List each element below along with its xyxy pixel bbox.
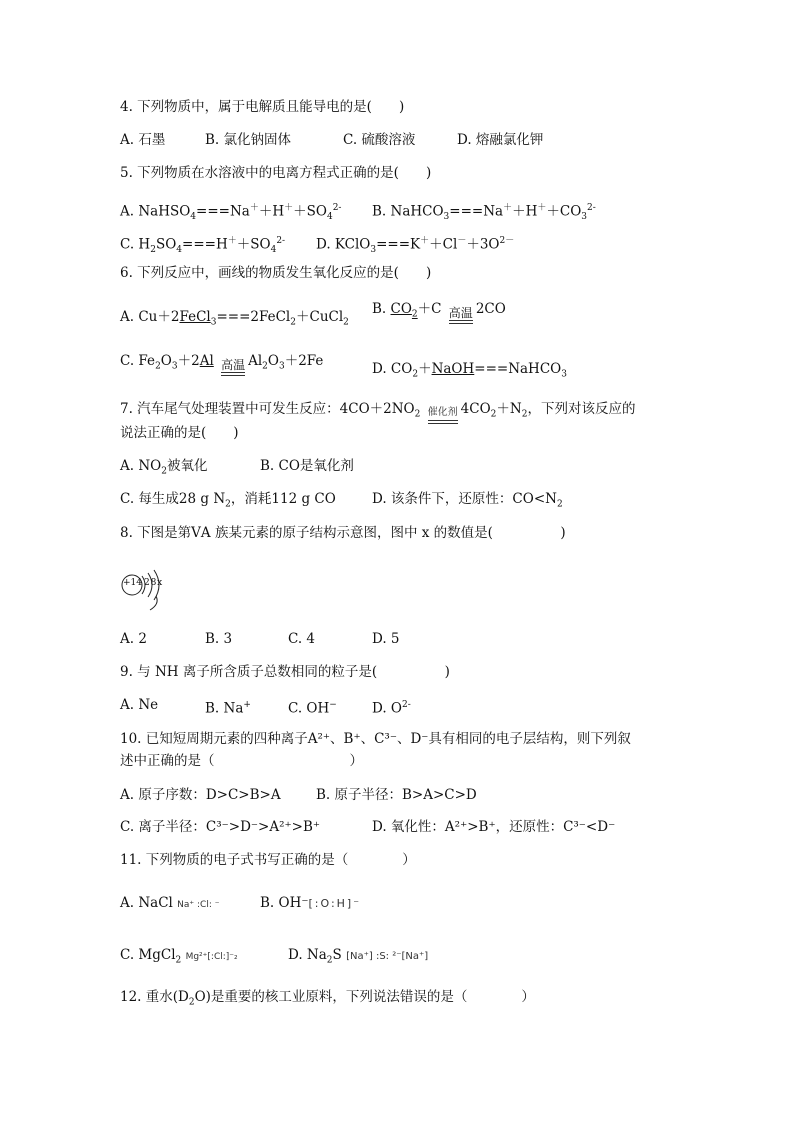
question-4-stem: 4. 下列物质中，属于电解质且能导电的是( ): [120, 99, 405, 115]
q8-option-a: A. 2: [120, 631, 147, 647]
q8-option-c: C. 4: [288, 631, 316, 647]
q4-option-b: B. 氯化钠固体: [205, 132, 292, 148]
q9-option-c: C. OH−: [288, 700, 337, 717]
q6-option-b: B. $CO_2+C$ 高温 2CO: [372, 300, 506, 324]
q7-option-c: C. 每生成28 g $N_2$，消耗112 g CO: [120, 491, 336, 510]
q11-option-b: B. OH⁻[:O:H]⁻: [260, 895, 362, 911]
q10-option-b: B. 原子半径：B>A>C>D: [316, 787, 477, 803]
question-11-stem: 11. 下列物质的电子式书写正确的是（ ）: [120, 852, 416, 868]
q9-option-d: D. $O^{2-}$: [372, 700, 411, 717]
question-10-stem-cont: 述中正确的是（ ）: [120, 753, 363, 769]
question-12-stem: 12. 重水$(D_2O)$是重要的核工业原料，下列说法错误的是（ ）: [120, 989, 535, 1008]
question-7-stem: 7. 汽车尾气处理装置中可发生反应：$4CO+2NO_2$ 催化剂 $4CO_2+N_2$，下列对该反应的: [120, 400, 635, 424]
q4-option-a: A. 石墨: [120, 132, 166, 148]
q9-option-b: B. Na+: [205, 700, 251, 717]
q6-option-d: D. $CO_2+NaOH===NaHCO_3$: [372, 361, 567, 380]
electron-formula: [:O:H]⁻: [308, 897, 362, 910]
q6-option-a: A. Cu＋2FeCl$_3$===2FeCl$_2$＋CuCl$_2$: [120, 309, 349, 328]
q9-option-a: A. Ne: [120, 697, 159, 713]
q11-option-d: D. $Na_2S$ [Na⁺] :S: ²⁻[Na⁺]: [288, 947, 429, 966]
q11-option-a: A. NaCl Na⁺ :Cl: ⁻: [120, 895, 220, 911]
shell-labels: 2 8 x: [144, 578, 162, 588]
electron-formula: [Na⁺] :S: ²⁻[Na⁺]: [346, 951, 429, 962]
q5-option-c: C. $H_2SO_4===H^++SO_4^{2-}$: [120, 236, 286, 256]
condition-high-temp: 高温: [221, 358, 245, 376]
q5-option-d: D. $KClO_3===K^++Cl^-+3O^{2-}$: [316, 236, 515, 256]
condition-catalyst: 催化剂: [428, 406, 458, 424]
q5-option-a: A. $NaHSO_4===Na^++H^++SO_4^{2-}$: [120, 203, 342, 223]
q7-option-d: D. 该条件下，还原性：$CO<N_2$: [372, 491, 563, 510]
q4-option-d: D. 熔融氯化钾: [457, 132, 544, 148]
question-9-stem: 9. 与 NH 离子所含质子总数相同的粒子是( ): [120, 664, 450, 680]
condition-high-temp: 高温: [449, 306, 473, 324]
nucleus-label: +14: [123, 578, 142, 588]
atomic-structure-diagram: [120, 566, 180, 620]
question-10-stem: 10. 已知短周期元素的四种离子A²⁺、B⁺、C³⁻、D⁻具有相同的电子层结构，则下列叙: [120, 731, 631, 747]
q11-option-c: C. MgCl$_2$ Mg²⁺[:Cl:]⁻₂: [120, 947, 238, 966]
q10-option-a: A. 原子序数：D>C>B>A: [120, 787, 281, 803]
question-6-stem: 6. 下列反应中，画线的物质发生氧化反应的是( ): [120, 265, 432, 281]
electron-formula: Mg²⁺[:Cl:]⁻₂: [185, 952, 238, 962]
q6-option-c: C. $Fe_2O_3+2Al$ 高温 $Al_2O_3+2Fe$: [120, 352, 323, 376]
q8-option-d: D. 5: [372, 631, 400, 647]
q7-option-b: B. CO是氧化剂: [260, 458, 354, 474]
q8-option-b: B. 3: [205, 631, 233, 647]
q10-option-c: C. 离子半径：C³⁻>D⁻>A²⁺>B⁺: [120, 819, 321, 835]
question-8-stem: 8. 下图是第ⅤA 族某元素的原子结构示意图，图中 x 的数值是( ): [120, 525, 566, 541]
question-5-stem: 5. 下列物质在水溶液中的电离方程式正确的是( ): [120, 165, 432, 181]
q7-option-a: A. $NO_2$被氧化: [120, 458, 208, 477]
q4-option-c: C. 硫酸溶液: [343, 132, 416, 148]
question-7-stem-cont: 说法正确的是( ): [120, 425, 239, 441]
q10-option-d: D. 氧化性：A²⁺>B⁺，还原性：C³⁻<D⁻: [372, 819, 616, 835]
electron-formula: Na⁺ :Cl: ⁻: [177, 900, 220, 910]
q5-option-b: B. $NaHCO_3===Na^++H^++CO_3^{2-}$: [372, 203, 596, 223]
